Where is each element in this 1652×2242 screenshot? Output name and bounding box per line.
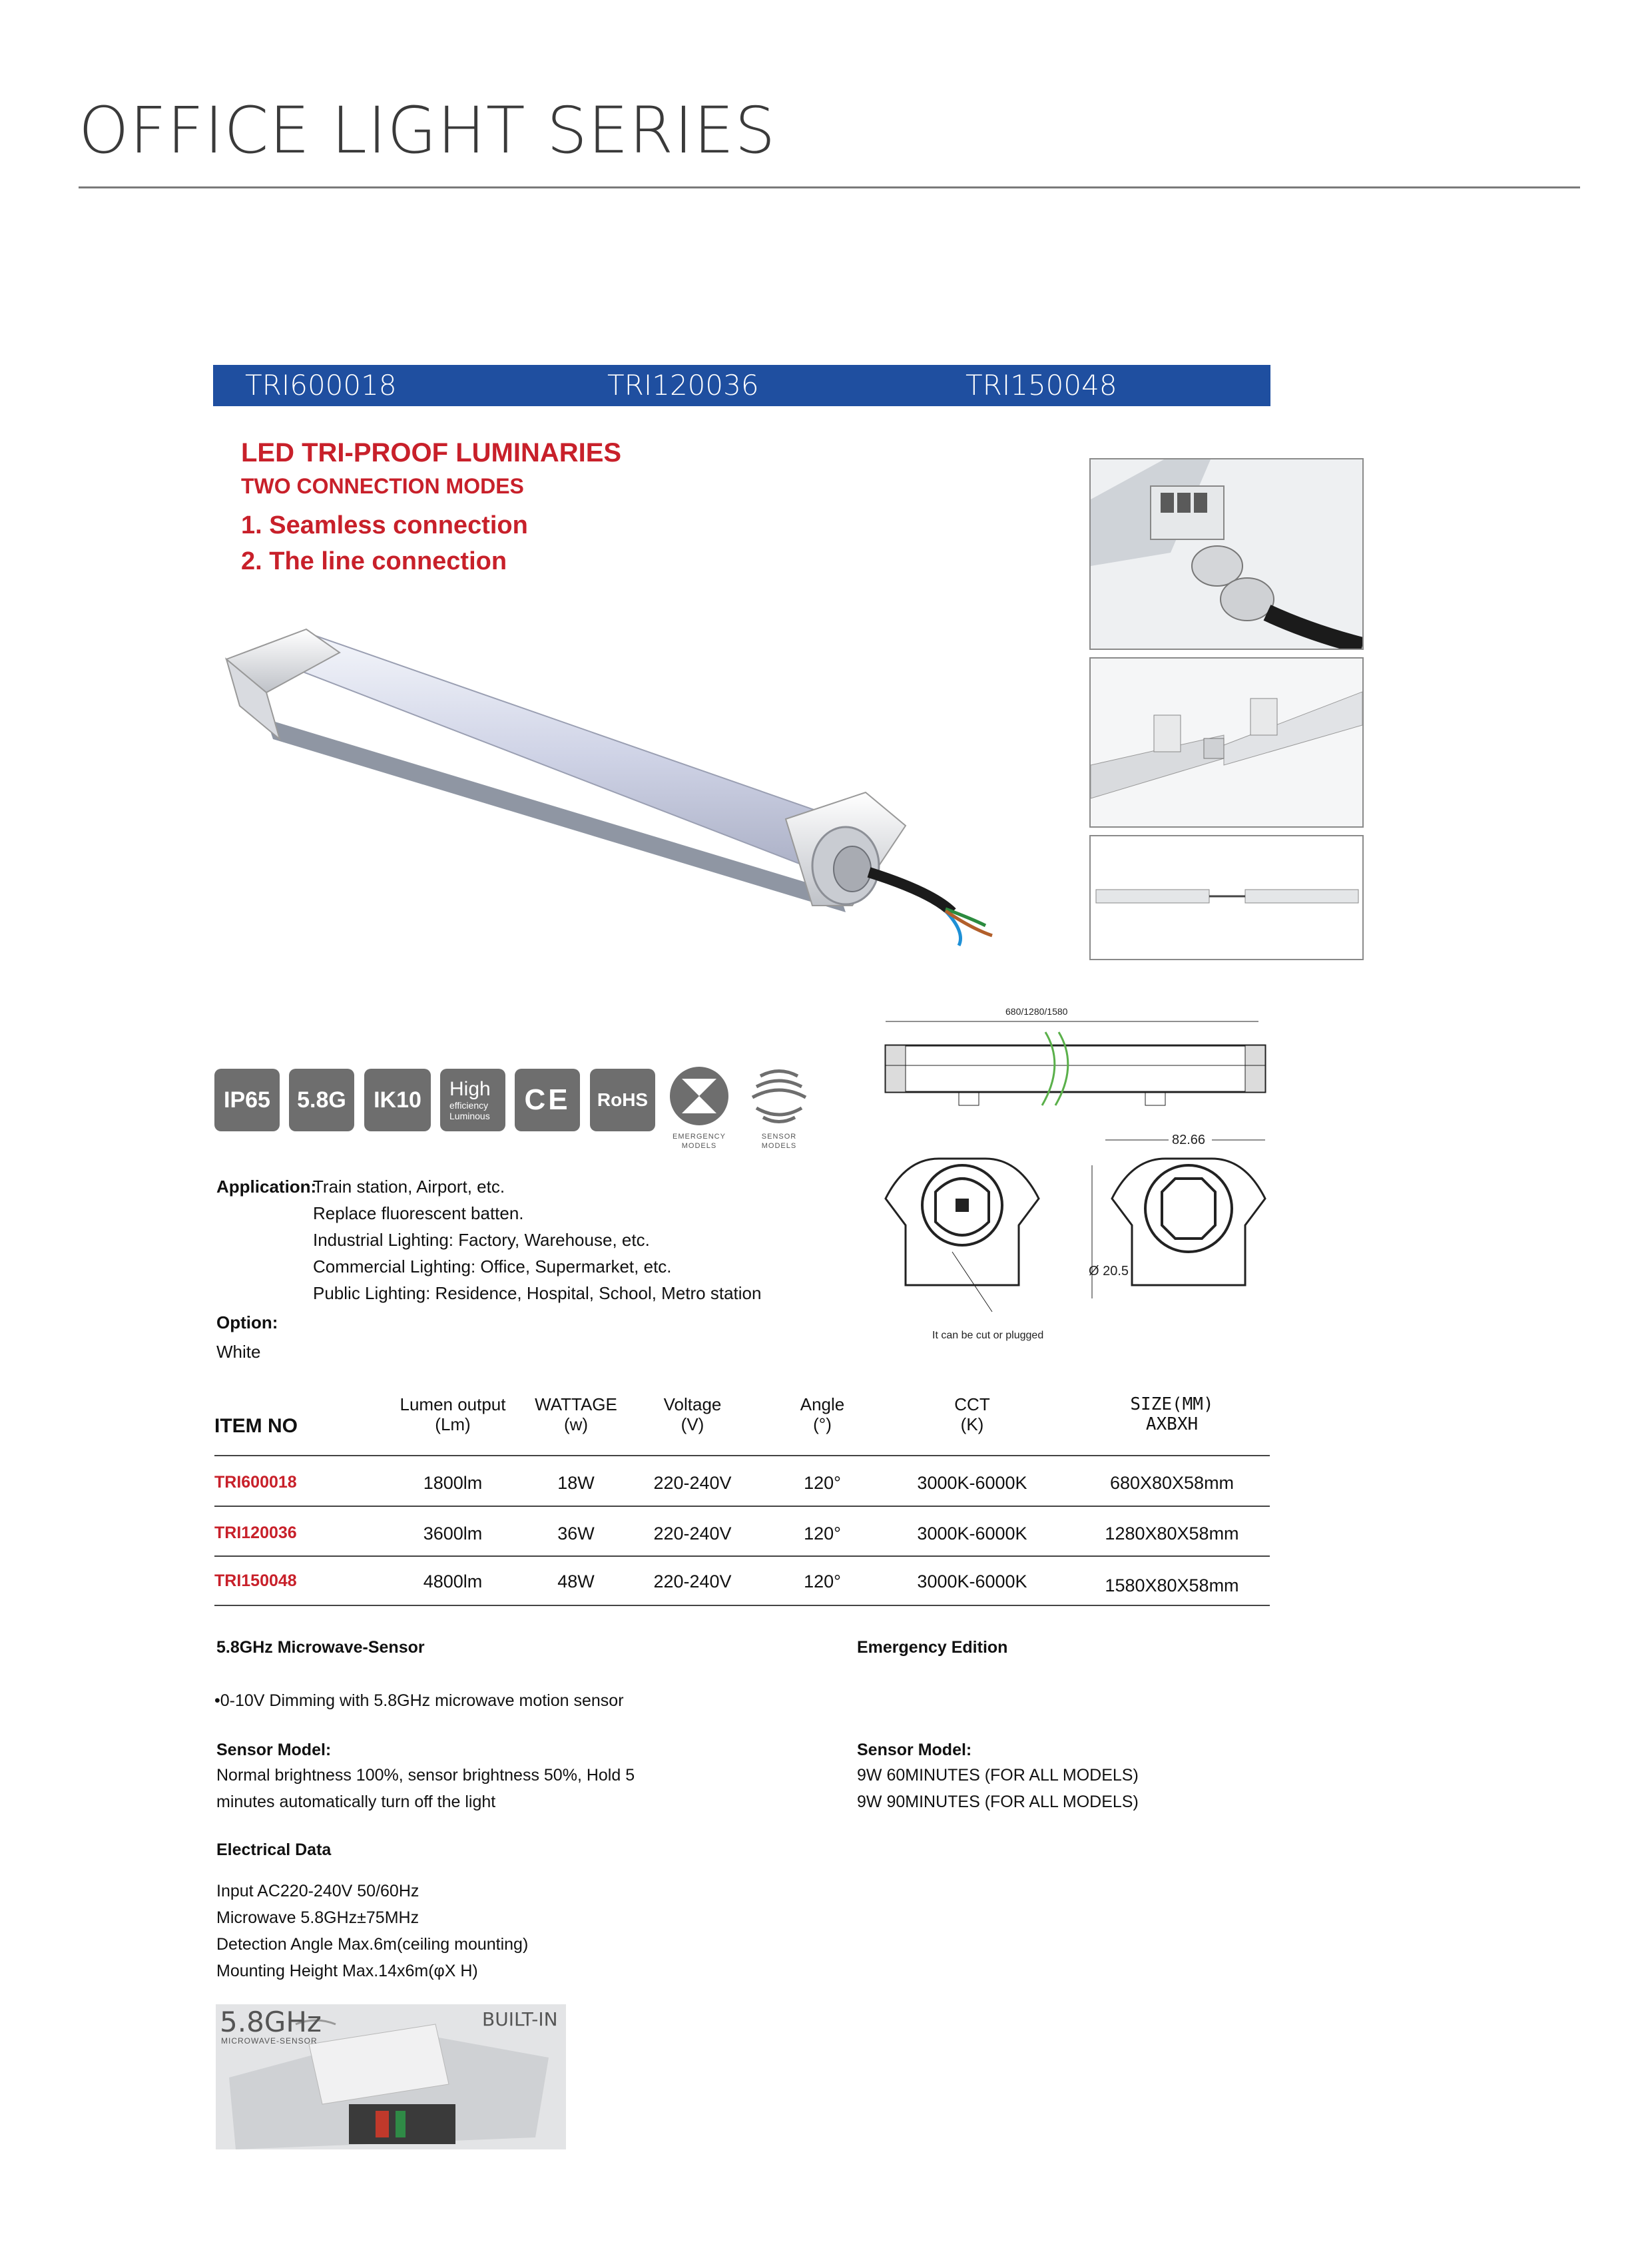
application-line: Commercial Lighting: Office, Supermarket, etc.	[313, 1257, 672, 1276]
table-cell: 1580X80X58mm	[1105, 1575, 1239, 1595]
electrical-line: Input AC220-240V 50/60Hz	[216, 1882, 419, 1900]
model-bar-item: TRI150048	[965, 369, 1117, 402]
table-row-item: TRI120036	[214, 1524, 297, 1542]
badge-high-line2: Luminous	[449, 1111, 490, 1121]
emergency-line: 9W 90MINUTES (FOR ALL MODELS)	[857, 1793, 1139, 1811]
builtin-sub: MICROWAVE-SENSOR	[221, 2036, 318, 2046]
header-line: WATTAGE	[535, 1394, 617, 1414]
table-cell: 3000K-6000K	[917, 1473, 1027, 1493]
table-row-item: TRI600018	[214, 1473, 297, 1492]
header-line: (K)	[960, 1414, 984, 1434]
emergency-label-line1: EMERGENCY	[673, 1133, 726, 1141]
header-line: (w)	[563, 1414, 589, 1434]
thumbnail-line-connection	[1089, 835, 1364, 960]
table-header-size	[1092, 1394, 1252, 1434]
table-rule	[214, 1555, 1270, 1557]
table-rule	[214, 1455, 1270, 1456]
table-cell: 3600lm	[423, 1524, 483, 1543]
badge-ce-icon: CE	[515, 1069, 580, 1131]
badge-high-line1: efficiency	[449, 1100, 489, 1111]
badge-5-8g: 5.8G	[289, 1069, 354, 1131]
badge-high-title: High	[449, 1078, 491, 1100]
model-bar	[213, 365, 1270, 406]
table-header-lumen	[380, 1394, 526, 1434]
table-cell: 1280X80X58mm	[1105, 1524, 1239, 1543]
table-cell: 3000K-6000K	[917, 1571, 1027, 1591]
emergency-icon	[669, 1065, 730, 1127]
product-image	[213, 613, 999, 959]
emergency-label-line2: MODELS	[681, 1142, 717, 1150]
sensor-model-label: Sensor Model:	[216, 1741, 332, 1759]
table-header-item: ITEM NO	[214, 1415, 298, 1437]
table-header-wattage	[519, 1394, 633, 1434]
title-divider	[79, 186, 1580, 188]
application-line: Train station, Airport, etc.	[313, 1177, 505, 1197]
thumbnail-seamless	[1089, 657, 1364, 828]
header-line: SIZE(MM)	[1130, 1394, 1214, 1414]
application-list	[313, 1173, 761, 1306]
sensor-label-line1: SENSOR	[761, 1133, 797, 1141]
table-header-voltage	[633, 1394, 752, 1434]
table-cell: 1800lm	[423, 1473, 483, 1493]
badge-ip65: IP65	[214, 1069, 280, 1131]
builtin-label: BUILT-IN	[482, 2008, 558, 2030]
product-title: LED TRI-PROOF LUMINARIES	[241, 438, 622, 467]
table-row-item: TRI150048	[214, 1571, 297, 1590]
sensor-model-line: Normal brightness 100%, sensor brightness 50%, Hold 5	[216, 1766, 635, 1785]
dimension-hole: Ø 20.5	[1089, 1264, 1129, 1278]
table-cell: 36W	[557, 1524, 595, 1543]
table-cell: 220-240V	[653, 1524, 732, 1543]
application-label: Application:	[216, 1177, 317, 1197]
application-line: Public Lighting: Residence, Hospital, School, Metro station	[313, 1283, 762, 1303]
builtin-frequency: 5.8GHz	[220, 2006, 322, 2038]
table-cell: 220-240V	[653, 1571, 732, 1591]
electrical-line: Microwave 5.8GHz±75MHz	[216, 1908, 419, 1927]
connection-mode-1: 1. Seamless connection	[241, 511, 528, 539]
table-cell: 18W	[557, 1473, 595, 1493]
table-header-angle	[772, 1394, 872, 1434]
badge-rohs: RoHS	[590, 1069, 655, 1131]
header-line: (V)	[681, 1414, 704, 1434]
product-subtitle: TWO CONNECTION MODES	[241, 474, 524, 498]
header-line: Lumen output	[400, 1394, 506, 1414]
model-bar-item: TRI600018	[245, 369, 397, 402]
table-rule	[214, 1605, 1270, 1606]
table-cell: 120°	[804, 1524, 841, 1543]
table-cell: 120°	[804, 1571, 841, 1591]
header-line: CCT	[954, 1394, 990, 1414]
emergency-label	[663, 1132, 736, 1151]
electrical-data-list	[216, 1878, 528, 1984]
sensor-model-line: minutes automatically turn off the light	[216, 1793, 496, 1811]
dimension-width: 82.66	[1172, 1133, 1206, 1147]
table-header-cct	[906, 1394, 1039, 1434]
application-line: Industrial Lighting: Factory, Warehouse, etc.	[313, 1230, 650, 1250]
emergency-line: 9W 60MINUTES (FOR ALL MODELS)	[857, 1766, 1139, 1785]
table-cell: 120°	[804, 1473, 841, 1493]
thumbnail-connector	[1089, 458, 1364, 650]
electrical-line: Detection Angle Max.6m(ceiling mounting)	[216, 1935, 529, 1954]
table-cell: 48W	[557, 1571, 595, 1591]
electrical-data-title: Electrical Data	[216, 1840, 332, 1859]
option-value: White	[216, 1342, 261, 1362]
page-title: OFFICE LIGHT SERIES	[79, 93, 776, 168]
header-line: (Lm)	[435, 1414, 471, 1434]
drawing-note: It can be cut or plugged	[932, 1330, 1044, 1341]
option-label: Option:	[216, 1312, 278, 1332]
emergency-section-title: Emergency Edition	[857, 1638, 1008, 1657]
model-bar-item: TRI120036	[607, 369, 759, 402]
table-rule	[214, 1506, 1270, 1507]
builtin-sensor-image	[216, 2004, 566, 2149]
connection-mode-2: 2. The line connection	[241, 547, 507, 575]
sensor-dimming: •0-10V Dimming with 5.8GHz microwave motion sensor	[214, 1691, 624, 1710]
sensor-section-title: 5.8GHz Microwave-Sensor	[216, 1638, 425, 1657]
sensor-label	[742, 1132, 816, 1151]
header-line: (°)	[813, 1414, 832, 1434]
table-cell: 4800lm	[423, 1571, 483, 1591]
table-cell: 3000K-6000K	[917, 1524, 1027, 1543]
badge-ik10: IK10	[364, 1069, 431, 1131]
electrical-line: Mounting Height Max.14x6m(φX H)	[216, 1962, 478, 1980]
dimension-length: 680/1280/1580	[1005, 1006, 1068, 1017]
table-cell: 220-240V	[653, 1473, 732, 1493]
header-line: Voltage	[663, 1394, 722, 1414]
application-line: Replace fluorescent batten.	[313, 1203, 524, 1223]
emergency-model-label: Sensor Model:	[857, 1741, 972, 1759]
header-line: Angle	[800, 1394, 845, 1414]
badge-high-efficiency	[440, 1069, 505, 1131]
dimension-drawing	[866, 999, 1292, 1345]
header-line: AXBXH	[1145, 1414, 1199, 1434]
sensor-icon	[747, 1063, 811, 1127]
sensor-label-line2: MODELS	[761, 1142, 797, 1150]
table-cell: 680X80X58mm	[1109, 1473, 1235, 1493]
